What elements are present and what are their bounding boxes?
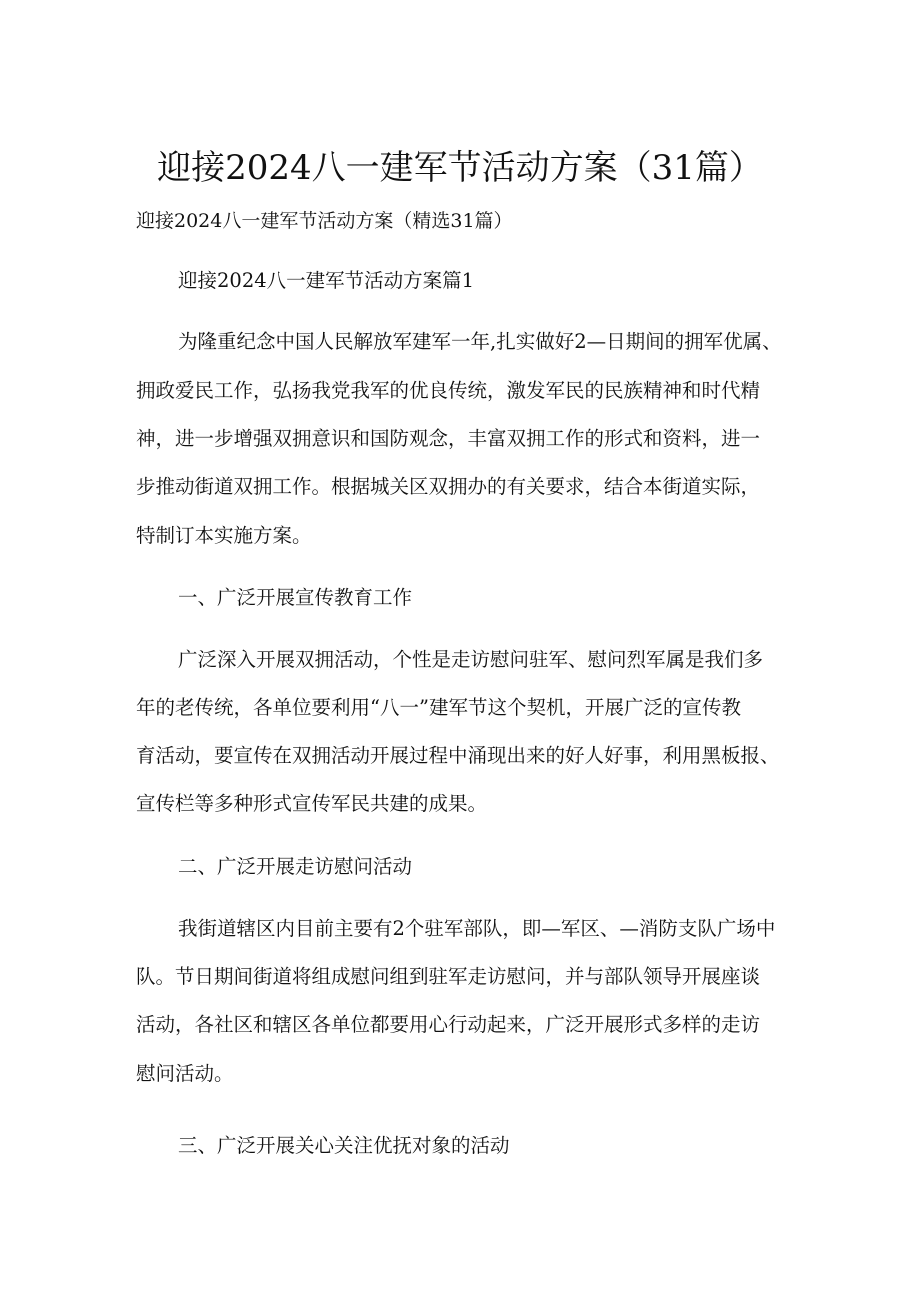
document-title: 迎接2024八一建军节活动方案（31篇） — [157, 148, 763, 188]
paragraph-line: 特制订本实施方案。 — [136, 524, 312, 547]
document-subtitle: 迎接2024八一建军节活动方案（精选31篇） — [136, 210, 513, 232]
paragraph-line: 广泛深入开展双拥活动，个性是走访慰问驻军、慰问烈军属是我们多 — [178, 648, 764, 671]
paragraph-line: 队。节日期间街道将组成慰问组到驻军走访慰问，并与部队领导开展座谈 — [136, 965, 761, 988]
paragraph-line: 活动，各社区和辖区各单位都要用心行动起来，广泛开展形式多样的走访 — [136, 1013, 761, 1036]
paragraph-line: 年的老传统，各单位要利用“八一”建军节这个契机，开展广泛的宣传教 — [136, 696, 741, 719]
section-heading: 迎接2024八一建军节活动方案篇1 — [178, 269, 475, 292]
list-heading: 二、广泛开展走访慰问活动 — [178, 855, 413, 878]
paragraph-line: 我街道辖区内目前主要有2个驻军部队，即—军区、—消防支队广场中 — [178, 917, 776, 940]
paragraph-line: 为隆重纪念中国人民解放军建军一年,扎实做好2—日期间的拥军优属、 — [178, 330, 782, 353]
list-heading: 三、广泛开展关心关注优抚对象的活动 — [178, 1134, 510, 1157]
paragraph-line: 育活动，要宣传在双拥活动开展过程中涌现出来的好人好事，利用黑板报、 — [136, 744, 780, 767]
list-heading: 一、广泛开展宣传教育工作 — [178, 586, 413, 609]
paragraph-line: 慰问活动。 — [136, 1062, 234, 1085]
paragraph-line: 神，进一步增强双拥意识和国防观念，丰富双拥工作的形式和资料，进一 — [136, 427, 761, 450]
paragraph-line: 拥政爱民工作，弘扬我党我军的优良传统，激发军民的民族精神和时代精 — [136, 379, 761, 402]
paragraph-line: 步推动街道双拥工作。根据城关区双拥办的有关要求，结合本街道实际， — [136, 475, 761, 498]
paragraph-line: 宣传栏等多种形式宣传军民共建的成果。 — [136, 792, 488, 815]
